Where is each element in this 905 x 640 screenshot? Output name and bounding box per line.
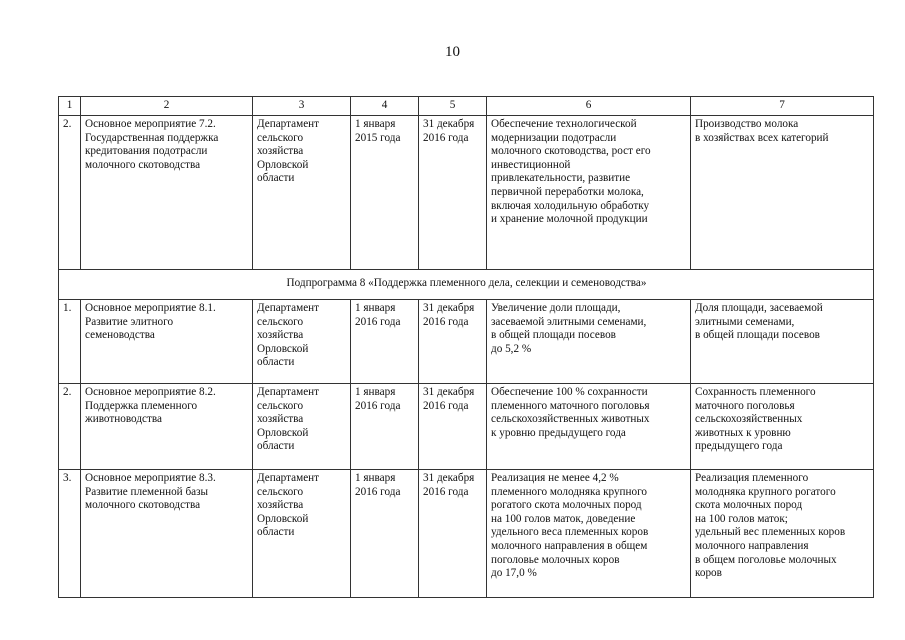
result-cell: Реализация не менее 4,2 % племенного молодняка крупного рогатого скота молочных пород на 100 голов маток, доведение удельного веса племенных коров молочного направления в общем поголовье молочных коров до 17,0 % <box>487 470 691 598</box>
end-date-cell: 31 декабря 2016 года <box>419 116 487 270</box>
header-cell: 1 <box>59 97 81 116</box>
indicator-cell: Реализация племенного молодняка крупного рогатого скота молочных пород на 100 голов маток; удельный вес племенных коров молочного направления в общем поголовье молочных коров <box>691 470 874 598</box>
executor-cell: Департамент сельского хозяйства Орловской области <box>253 116 351 270</box>
header-cell: 2 <box>81 97 253 116</box>
header-cell: 4 <box>351 97 419 116</box>
indicator-cell: Доля площади, засеваемой элитными семенами, в общей площади посевов <box>691 300 874 384</box>
measure-cell: Основное мероприятие 7.2. Государственная поддержка кредитования подотрасли молочного скотоводства <box>81 116 253 270</box>
header-cell: 5 <box>419 97 487 116</box>
table-row <box>59 300 874 384</box>
start-date-cell: 1 января 2016 года <box>351 300 419 384</box>
measure-cell: Основное мероприятие 8.2. Поддержка племенного животноводства <box>81 384 253 470</box>
executor-cell: Департамент сельского хозяйства Орловской области <box>253 300 351 384</box>
start-date-cell: 1 января 2015 года <box>351 116 419 270</box>
row-number: 3. <box>59 470 81 598</box>
table-row <box>59 116 874 270</box>
row-number: 2. <box>59 384 81 470</box>
measure-cell: Основное мероприятие 8.3. Развитие племенной базы молочного скотоводства <box>81 470 253 598</box>
page-number: 10 <box>445 44 460 60</box>
start-date-cell: 1 января 2016 года <box>351 384 419 470</box>
row-number: 2. <box>59 116 81 270</box>
indicator-cell: Сохранность племенного маточного поголовья сельскохозяйственных животных к уровню предыдущего года <box>691 384 874 470</box>
result-cell: Обеспечение технологической модернизации подотрасли молочного скотоводства, рост его инвестиционной привлекательности, развитие первичной переработки молока, включая холодильную обработку и хранение молочной продукции <box>487 116 691 270</box>
table-row <box>59 384 874 470</box>
header-cell: 6 <box>487 97 691 116</box>
executor-cell: Департамент сельского хозяйства Орловской области <box>253 470 351 598</box>
executor-cell: Департамент сельского хозяйства Орловской области <box>253 384 351 470</box>
end-date-cell: 31 декабря 2016 года <box>419 300 487 384</box>
result-cell: Обеспечение 100 % сохранности племенного маточного поголовья сельскохозяйственных животных к уровню предыдущего года <box>487 384 691 470</box>
row-number: 1. <box>59 300 81 384</box>
header-cell: 3 <box>253 97 351 116</box>
end-date-cell: 31 декабря 2016 года <box>419 384 487 470</box>
measures-table <box>58 96 874 598</box>
header-row <box>59 97 874 116</box>
subprogram-row <box>59 270 874 300</box>
subprogram-title: Подпрограмма 8 «Поддержка племенного дела, селекции и семеноводства» <box>59 270 874 300</box>
table-row <box>59 470 874 598</box>
indicator-cell: Производство молока в хозяйствах всех категорий <box>691 116 874 270</box>
header-cell: 7 <box>691 97 874 116</box>
measure-cell: Основное мероприятие 8.1. Развитие элитного семеноводства <box>81 300 253 384</box>
start-date-cell: 1 января 2016 года <box>351 470 419 598</box>
result-cell: Увеличение доли площади, засеваемой элитными семенами, в общей площади посевов до 5,2 % <box>487 300 691 384</box>
end-date-cell: 31 декабря 2016 года <box>419 470 487 598</box>
